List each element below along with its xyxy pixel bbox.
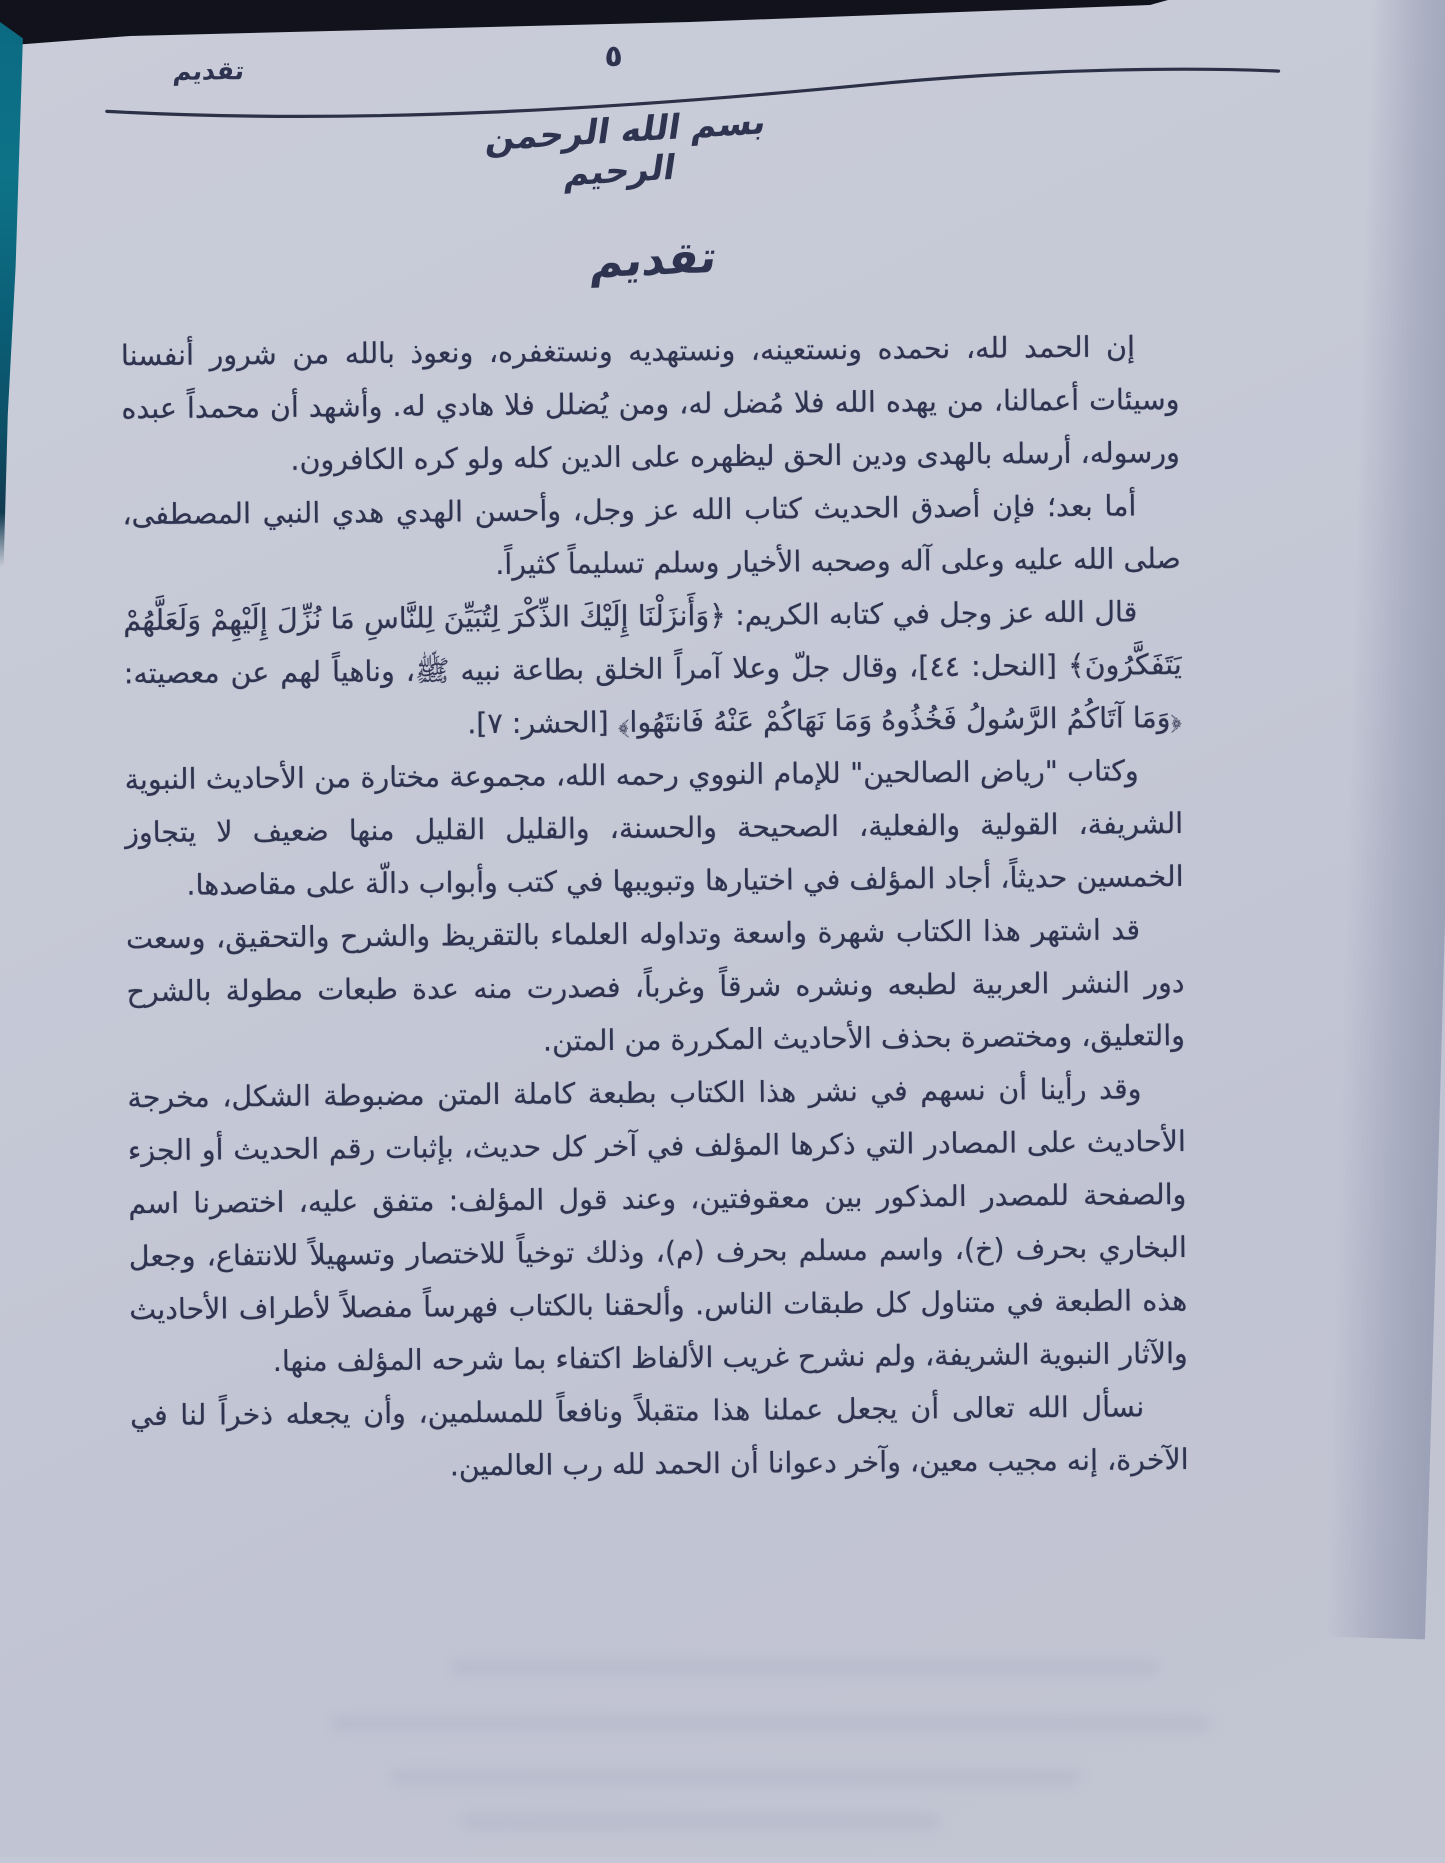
bleed-through-line: [390, 1770, 1080, 1785]
page-number: ٥: [604, 38, 623, 74]
page-bleed-through: [250, 1642, 1210, 1847]
basmala-calligraphy: بسم الله الرحمن الرحيم: [483, 101, 770, 195]
paragraph-book-description: وكتاب "رياض الصالحين" للإمام النووي رحمه الله، مجموعة مختارة من الأحاديث النبوية الشريفة، القولية والفعلية، الصحيحة والحسنة، والقليل القليل منها ضعيف لا يتجاوز الخمسين حديثاً، أجاد المؤلف في اختيارها وتبويبها في كتب وأبواب دالّة على مقاصدها.: [124, 754, 1184, 902]
paragraph-book-fame: قد اشتهر هذا الكتاب شهرة واسعة وتداوله العلماء بالتقريظ والشرح والتحقيق، وسعت دور النشر العربية لطبعه ونشره شرقاً وغرباً، فصدرت منه عدة طبعات مطولة بالشرح والتعليق، ومختصرة بحذف الأحاديث المكررة من المتن.: [125, 913, 1186, 1058]
paragraph-amma-baad: أما بعد؛ فإن أصدق الحديث كتاب الله عز وجل، وأحسن الهدي هدي النبي المصطفى، صلى الله عليه وعلى آله وصحبه الأخيار وسلم تسليماً كثيراً.: [122, 489, 1181, 581]
page-title: تقديم: [588, 231, 721, 289]
paragraph-edition-notes: وقد رأينا أن نسهم في نشر هذا الكتاب بطبعة كاملة المتن مضبوطة الشكل، مخرجة الأحاديث على المصادر التي ذكرها المؤلف في آخر كل حديث، بإثبات رقم الحديث أو الجزء والصفحة للمصدر المذكور بين معقوفتين، وعند قول المؤلف: متفق عليه، اختصرنا اسم البخاري بحرف (خ)، واسم مسلم بحرف (م)، وذلك توخياً للاختصار وتسهيلاً للانتفاع، وجعل هذه الطبعة في متناول كل طبقات الناس. وألحقنا بالكتاب فهرساً مفصلاً لأطراف الأحاديث والآثار النبوية الشريفة، ولم نشرح غريب الألفاظ اكتفاء بما شرحه المؤلف منها.: [127, 1072, 1188, 1378]
paragraph-quran-verses: قال الله عز وجل في كتابه الكريم: ﴿وَأَنزَلْنَا إِلَيْكَ الذِّكْرَ لِتُبَيِّنَ لِلنَّاسِ مَا نُزِّلَ إِلَيْهِمْ وَلَعَلَّهُمْ يَتَفَكَّرُونَ﴾ [النحل: ٤٤]، وقال جلّ وعلا آمراً الخلق بطاعة نبيه ﷺ، وناهياً لهم عن معصيته: ﴿وَمَا آتَاكُمُ الرَّسُولُ فَخُذُوهُ وَمَا نَهَاكُمْ عَنْهُ فَانتَهُوا﴾ [الحشر: ٧].: [123, 595, 1183, 741]
bleed-through-line: [330, 1716, 1210, 1731]
paragraph-closing-dua: نسأل الله تعالى أن يجعل عملنا هذا متقبلاً ونافعاً للمسلمين، وأن يجعله ذخراً لنا في الآخرة، إنه مجيب معين، وآخر دعوانا أن الحمد لله رب العالمين.: [130, 1390, 1189, 1483]
bleed-through-line: [450, 1660, 1160, 1675]
body-text: [121, 320, 1189, 1495]
bleed-through-line: [460, 1814, 940, 1829]
running-header-section-label: تقديم: [172, 56, 246, 86]
paragraph-hamd: إن الحمد لله، نحمده ونستعينه، ونستهديه ونستغفره، ونعوذ بالله من شرور أنفسنا وسيئات أعمالنا، من يهده الله فلا مُضل له، ومن يُضلل فلا هادي له. وأشهد أن محمداً عبده ورسوله، أرسله بالهدى ودين الحق ليظهره على الدين كله ولو كره الكافرون.: [120, 330, 1181, 477]
